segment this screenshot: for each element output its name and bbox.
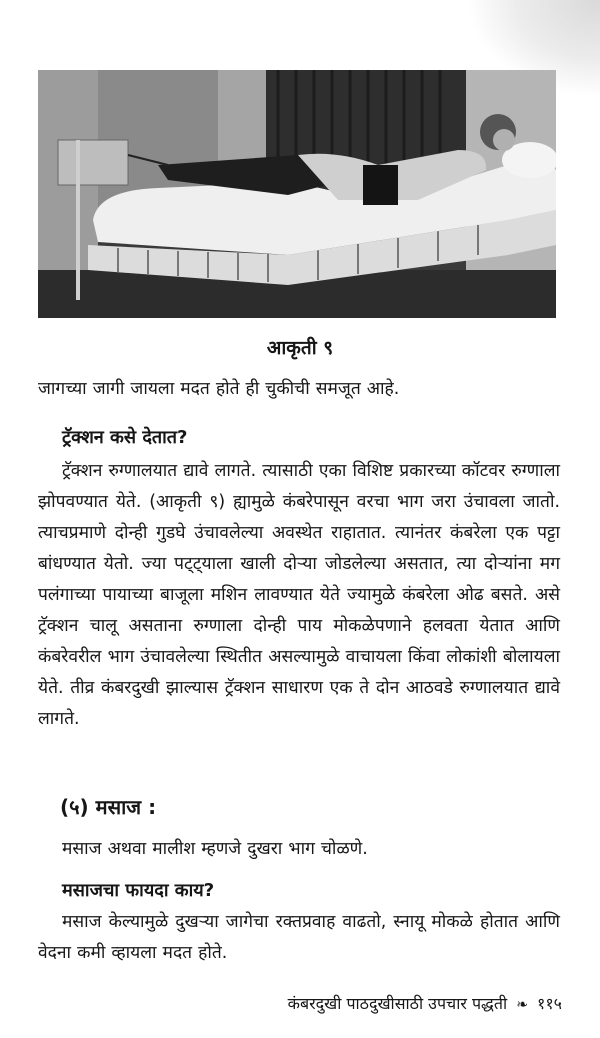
figure-caption: आकृती ९ (266, 337, 334, 359)
heading-traction: ट्रॅक्शन कसे देतात? (62, 427, 188, 448)
paragraph-continuation: जागच्या जागी जायला मदत होते ही चुकीची समजूत आहे. (38, 379, 400, 399)
paragraph-massage-benefit: मसाज केल्यामुळे दुखऱ्या जागेचा रक्तप्रवाह वाढतो, स्नायू मोकळे होतात आणि वेदना कमी व्हायला मदत होते. (38, 912, 560, 963)
traction-bed-illustration (38, 70, 556, 318)
page-number: ११५ (537, 994, 562, 1013)
heading-massage-benefit: मसाजचा फायदा काय? (62, 880, 215, 901)
page-footer (288, 992, 562, 1014)
paragraph-massage-definition: मसाज अथवा मालीश म्हणजे दुखरा भाग चोळणे. (62, 839, 368, 859)
traction-bed-photo (38, 70, 556, 318)
heading-massage: (५) मसाज : (60, 795, 157, 819)
footer-ornament-icon: ❧ (516, 997, 528, 1013)
footer-book-title: कंबरदुखी पाठदुखीसाठी उपचार पद्धती (287, 994, 508, 1013)
paragraph-traction: ट्रॅक्शन रुग्णालयात द्यावे लागते. त्यासाठी एका विशिष्ट प्रकारच्या कॉटवर रुग्णाला झोपवण्यात येते. (आकृती ९) ह्यामुळे कंबरेपासून वरचा भाग जरा उंचावला जातो. त्याचप्रमाणे दोन्ही गुडघे उंचावलेल्या अवस्थेत राहातात. त्यानंतर कंबरेला एक पट्टा बांधण्यात येतो. ज्या पट्ट्याला खाली दोऱ्या जोडलेल्या असतात, त्या दोऱ्यांना मग पलंगाच्या पायाच्या बाजूला मशिन लावण्यात येते ज्यामुळे कंबरेला ओढ बसते. असे ट्रॅक्शन चालू असताना रुग्णाला दोन्ही पाय मोकळेपणाने हलवता येतात आणि कंबरेवरील भाग उंचावलेल्या स्थितीत असल्यामुळे वाचायला किंवा लोकांशी बोलायला येते. तीव्र कंबरदुखी झाल्यास ट्रॅक्शन साधारण एक ते दोन आठवडे रुग्णालयात द्यावे लागते. (38, 461, 560, 729)
